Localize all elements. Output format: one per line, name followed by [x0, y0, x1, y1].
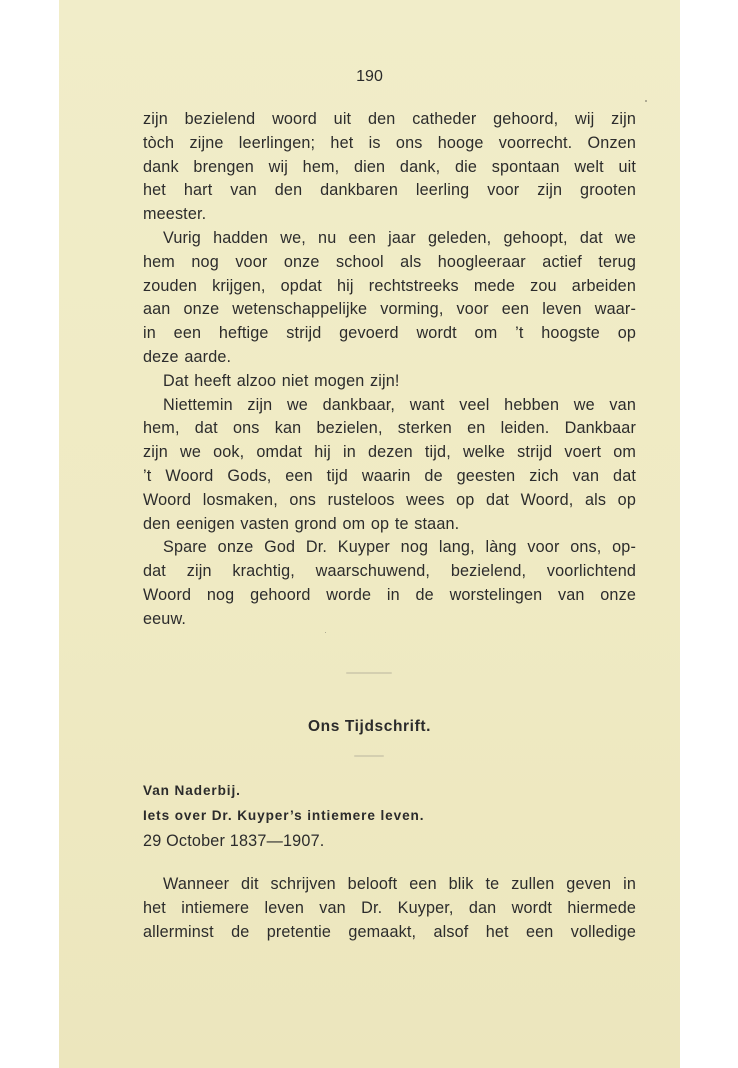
ornament-divider — [354, 755, 384, 757]
text-line: Niettemin zijn we dankbaar, want veel hebben we van — [163, 395, 636, 414]
paragraph-4 — [143, 394, 636, 537]
paragraph — [143, 873, 636, 944]
paper-speck — [325, 632, 326, 633]
text-line: hem nog voor onze school als hoogleeraar actief terug — [143, 252, 636, 271]
text-line: zijn we ook, omdat hij in dezen tijd, welke strijd voert om — [143, 443, 636, 462]
text-line: dat zijn krachtig, waarschuwend, bezielend, voorlichtend — [143, 562, 636, 581]
paragraph-5 — [143, 536, 636, 631]
text-line: tòch zijne leerlingen; het is ons hooge voorrecht. Onzen — [143, 133, 636, 152]
text-line: Spare onze God Dr. Kuyper nog lang, làng voor ons, op- — [163, 538, 636, 557]
text-line: Wanneer dit schrijven belooft een blik te zullen geven in — [163, 875, 636, 894]
book-page — [59, 0, 680, 1068]
text-line: deze aarde. — [143, 347, 232, 366]
subheading: Iets over Dr. Kuyper’s intiemere leven. — [143, 808, 425, 823]
section-1-body — [143, 108, 636, 632]
text-line: den eenigen vasten grond om op te staan. — [143, 514, 460, 533]
text-line: in een heftige strijd gevoerd wordt om ’t hoogste op — [143, 324, 636, 343]
text-line: zijn bezielend woord uit den catheder gehoord, wij zijn — [143, 110, 636, 128]
section-2-body — [143, 857, 636, 961]
page-number: 190 — [356, 68, 383, 85]
text-line: het intiemere leven van Dr. Kuyper, dan wordt hiermede — [143, 898, 636, 917]
section-title: Ons Tijdschrift. — [308, 718, 431, 735]
text-line: aan onze wetenschappelijke vorming, voor een leven waar- — [143, 300, 636, 319]
text-line: hem, dat ons kan bezielen, sterken en leiden. Dankbaar — [143, 419, 636, 438]
dateline: 29 October 1837—1907. — [143, 832, 325, 850]
ornament-divider — [346, 672, 392, 674]
text-line: eeuw. — [143, 609, 187, 628]
text-line: zouden krijgen, opdat hij rechtstreeks mede zou arbeiden — [143, 276, 636, 295]
paragraph-3 — [143, 370, 636, 394]
text-line: Woord nog gehoord worde in de worstelingen van onze — [143, 585, 636, 604]
text-line: dank brengen wij hem, dien dank, die spontaan welt uit — [143, 157, 636, 176]
text-line: allerminst de pretentie gemaakt, alsof het een volledige — [143, 922, 636, 941]
text-line: Woord losmaken, ons rusteloos wees op dat Woord, als op — [143, 490, 636, 509]
text-line: het hart van den dankbaren leerling voor zijn grooten — [143, 181, 636, 200]
text-line: Vurig hadden we, nu een jaar geleden, gehoopt, dat we — [163, 228, 636, 247]
paragraph-2 — [143, 227, 636, 370]
text-line: Dat heeft alzoo niet mogen zijn! — [163, 371, 400, 390]
subheading: Van Naderbij. — [143, 783, 241, 798]
paper-speck — [645, 100, 647, 102]
text-line: ’t Woord Gods, een tijd waarin de geesten zich van dat — [143, 466, 636, 485]
paragraph-1 — [143, 108, 636, 227]
text-line: meester. — [143, 205, 207, 224]
